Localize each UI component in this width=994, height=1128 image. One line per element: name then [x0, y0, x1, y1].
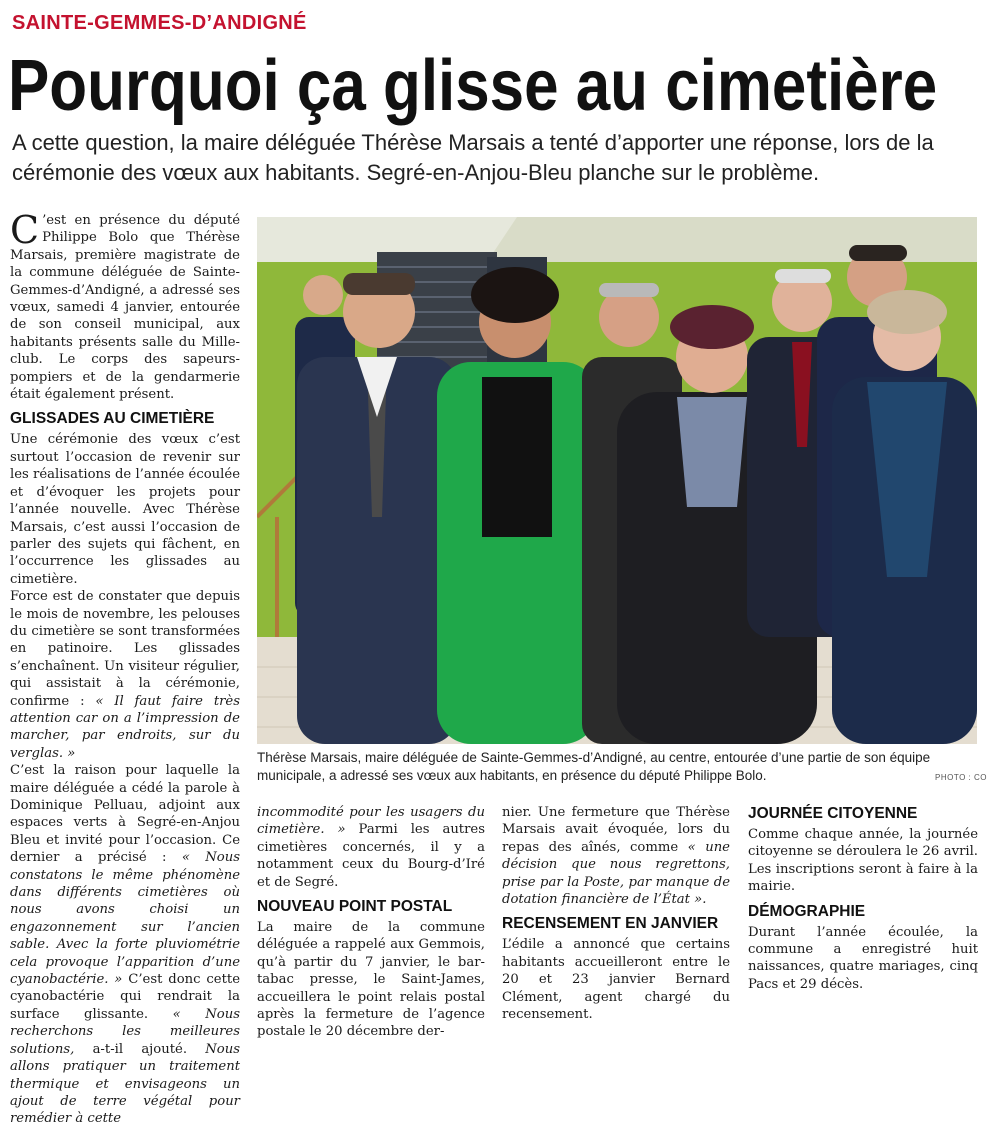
subhead-recensement: RECENSEMENT EN JANVIER — [502, 915, 719, 933]
group-photo-illustration — [257, 217, 977, 744]
article-column-2 — [257, 804, 485, 1041]
quote: « une décision que nous regrettons, prise par la Poste, par manque de dotation financière de l’État ». — [502, 839, 730, 908]
paragraph: Durant l’année écoulée, la commune a enregistré huit naissances, quatre mariages, cinq Pacs et 29 décès. — [748, 924, 978, 992]
drop-cap: C — [10, 208, 40, 252]
paragraph: Force est de constater que depuis le mois de novembre, les pelouses du cimetière se sont transformées en patinoire. Les glissades s’enchaînent. Un visiteur régulier, qui assistait à la cérémonie, confirme : « Il faut faire très attention car on a l’impression de marcher, par endroits, sur du verglas. » — [10, 589, 240, 761]
subhead-glissades: GLISSADES AU CIMETIÈRE — [10, 410, 215, 428]
quote: Nous allons pratiquer un traitement thermique et envisageons un ajout de terre végétal pour remédier à cette — [10, 1041, 240, 1127]
article-column-1 — [10, 208, 241, 1128]
article-photo — [257, 217, 977, 744]
article-column-4 — [748, 804, 978, 993]
subhead-point-postal: NOUVEAU POINT POSTAL — [257, 898, 453, 916]
quote: « Nous recherchons les meilleures solutions, — [10, 1006, 241, 1057]
subhead-demographie: DÉMOGRAPHIE — [748, 902, 866, 920]
article-column-3 — [502, 804, 730, 1023]
article-kicker: SAINTE-GEMMES-D’ANDIGNÉ — [12, 12, 307, 34]
subhead-journee-citoyenne: JOURNÉE CITOYENNE — [748, 805, 918, 822]
paragraph: nier. Une fermeture que Thérèse Marsais avait évoquée, lors du repas des aînés, comme « une décision que nous regrettons, prise par la Poste, par manque de dotation financière de l’État ». — [502, 805, 730, 908]
quote: incommodité pour les usagers du cimetière. » — [257, 805, 485, 838]
quote: « Il faut faire très attention car on a l’impression de marcher, par endroits, sur du verglas. » — [10, 693, 240, 761]
paragraph: Comme chaque année, la journée citoyenne se déroulera le 26 avril. Les inscriptions seront à faire à la mairie. — [748, 827, 978, 895]
article-standfirst: A cette question, la maire déléguée Thérèse Marsais a tenté d’apporter une réponse, lors de la cérémonie des vœux aux habitants. Segré-en-Anjou-Bleu planche sur le problème. — [12, 130, 934, 185]
paragraph: C’est la raison pour laquelle la maire déléguée a cédé la parole à Dominique Pelluau, adjoint aux espaces verts à Segré-en-Anjou Bleu et invité pour l’occasion. Ce dernier a précisé : « Nous constatons le même phénomène dans différents cimetières où nous avons choisi un engazonnement sur l’ancien sable. Avec la forte pluviométrie cela provoque l’apparition d’une cyanobactérie. » C’est donc cette cyanobactérie qui rendrait la surface glissante. « Nous recherchons les meilleures solutions, a-t-il ajouté. Nous allons pratiquer un traitement thermique et envisageons un ajout de terre végétal pour remédier à cette — [10, 763, 241, 1127]
paragraph: Une cérémonie des vœux c’est surtout l’occasion de revenir sur les réalisations de l’année écoulée et d’évoquer les projets pour l’année nouvelle. Avec Thérèse Marsais, c’est aussi l’occasion de parler des sujets qui fâchent, en l’occurrence les glissades au cimetière. — [10, 432, 240, 587]
photo-credit: PHOTO : CO — [935, 773, 987, 782]
intro-paragraph: C ’est en présence du député Philippe Bolo que Thérèse Marsais, première magistrate de la commune déléguée de Sainte-Gemmes-d’Andigné, a adressé ses vœux, samedi 4 janvier, entourée de son conseil municipal, aux habitants présents salle du Mille-club. Le corps des sapeurs-pompiers et de la gendarmerie était également présent. — [10, 208, 240, 403]
paragraph: incommodité pour les usagers du cimetière. » Parmi les autres cimetières concernés, il y a notamment ceux du Bourg-d’Iré et de Segré. — [257, 805, 485, 890]
article-headline: Pourquoi ça glisse au cimetière — [8, 46, 938, 126]
paragraph: L’édile a annoncé que certains habitants accueilleront entre le 20 et 23 janvier Bernard Clément, agent chargé du recensement. — [502, 937, 730, 1023]
photo-caption: Thérèse Marsais, maire déléguée de Sainte-Gemmes-d’Andigné, au centre, entourée d’une partie de son équipe municipale, a adressé ses vœux aux habitants, en présence du député Philippe Bolo. — [257, 750, 931, 783]
paragraph: La maire de la commune déléguée a rappelé aux Gemmois, qu’à partir du 7 janvier, le bar-tabac presse, le Saint-James, accueillera le point relais postal après la fermeture de l’agence postale le 20 décembre der- — [257, 920, 485, 1040]
quote: « Nous constatons le même phénomène dans différents cimetières où nous avons choisi un engazonnement sur l’ancien sable. Avec la forte pluviométrie cela provoque l’apparition d’une cyanobactérie. » — [10, 850, 241, 988]
